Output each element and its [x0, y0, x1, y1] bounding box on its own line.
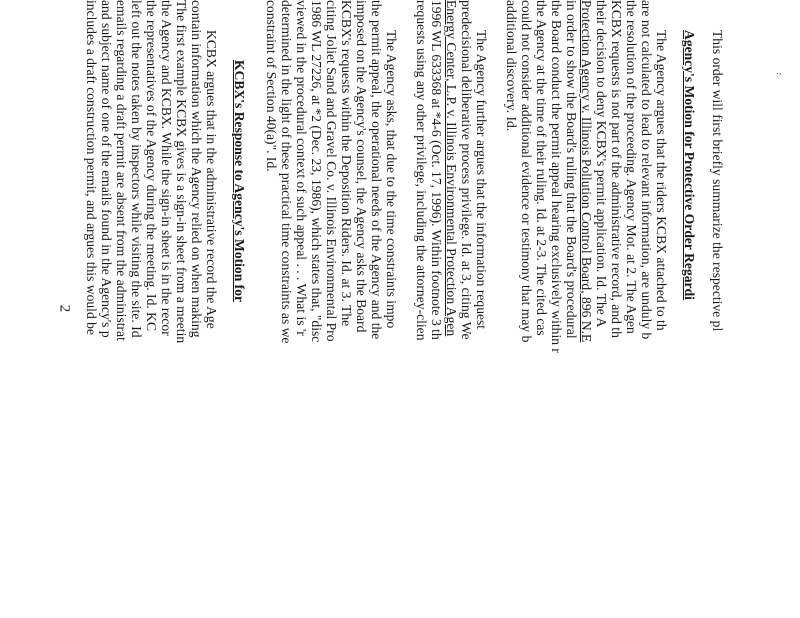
intro-line: This order will first briefly summarize the respective pl: [710, 30, 725, 332]
paragraph-line: in order to show the Board's ruling that the Board's procedural: [564, 0, 579, 339]
citation-line: Protection Agency v. Illinois Pollution Control Board, 896 N.E: [579, 0, 594, 343]
citation-line: citing Joliet Sand and Gravel Co. v. Illinois Environmental Pro: [324, 0, 339, 342]
paragraph-line: The Agency asks, that due to the time constraints impo: [384, 30, 399, 329]
paragraph-line: emails regarding a draft permit are absent from the administrat: [114, 0, 129, 341]
page-number: 2: [56, 304, 73, 313]
paragraph-line: the Agency at the time of their ruling. Id. at 2-3. The cited cas: [534, 0, 549, 336]
paragraph-line: could not consider additional evidence or testimony that may b: [519, 0, 534, 343]
paragraph-line: The Agency further argues that the information request: [474, 30, 489, 330]
paragraph-line: their decision to deny KCBX's permit application. Id. The A: [594, 0, 609, 328]
rotated-text-block: [84, 0, 724, 618]
paragraph-line: contain information which the Agency relied on when making: [189, 0, 204, 338]
paragraph-line: the resolution of the proceeding. Agency Mot. at 2. The Agen: [624, 0, 639, 334]
paragraph-line: and subject name of one of the emails found in the Agency's p: [99, 0, 114, 338]
paragraph-line: the Agency and KCBX. While the sign-in sheet is in the recor: [159, 0, 174, 336]
paragraph-line: The first example KCBX gives is a sign-in sheet from a meetin: [174, 0, 189, 344]
paragraph-line: the Board conduct the permit appeal hearing exclusively within r: [549, 0, 564, 353]
paragraph-line: the representatives of the Agency during the meeting. Id. KC: [144, 0, 159, 332]
section-heading-agency-motion: Agency's Motion for Protective Order Regardi: [682, 30, 697, 300]
paragraph-line: KCBX's requests within the Deposition Riders. Id. at 3. The: [339, 0, 354, 327]
paragraph-line: are not calculated to lead to relevant information, are unduly b: [639, 0, 654, 340]
paragraph-line: requests using any other privilege, including the attorney-clien: [414, 0, 429, 341]
paragraph-line: 1996 WL 633368 at *4-6 (Oct. 17, 1996). Within footnote 3 th: [429, 0, 444, 340]
paragraph-line: includes a draft construction permit, and argues this would be: [84, 0, 99, 335]
paragraph-line: KCBX argues that in the administrative record the Age: [204, 30, 219, 329]
citation-line: Energy Center, L.P. v. Illinois Environmental Protection Agen: [444, 0, 459, 337]
paragraph-line: viewed in the procedural context of such appeal . . . What is 'r: [294, 0, 309, 336]
paragraph-line: 1986 WL 27226, at *2 (Dec. 23, 1986), which states that, "disc: [309, 0, 324, 343]
paragraph-line: KCBX requests is not part of the administrative record, and th: [609, 0, 624, 338]
paragraph-line: predecisional deliberative process privilege. Id. at 3, citing We: [459, 0, 474, 340]
paragraph-line: left out the notes taken by inspectors while visiting the site. Id: [129, 0, 144, 338]
paragraph-line: determined in the light of these practical time constraints as we: [279, 0, 294, 344]
scan-speck: .,: [776, 66, 782, 77]
section-heading-kcbx-response: KCBX's Response to Agency's Motion for: [232, 60, 247, 303]
paragraph-line: The Agency argues that the riders KCBX attached to th: [654, 30, 669, 331]
paragraph-line: imposed on the Agency's counsel, the Agency asks the Board: [354, 0, 369, 333]
paragraph-line: constraint of Section 40(a)". Id.: [264, 0, 279, 172]
paragraph-line: additional discovery. Id.: [504, 0, 519, 132]
paragraph-line: the permit appeal, the operational needs of the Agency and the: [369, 0, 384, 340]
